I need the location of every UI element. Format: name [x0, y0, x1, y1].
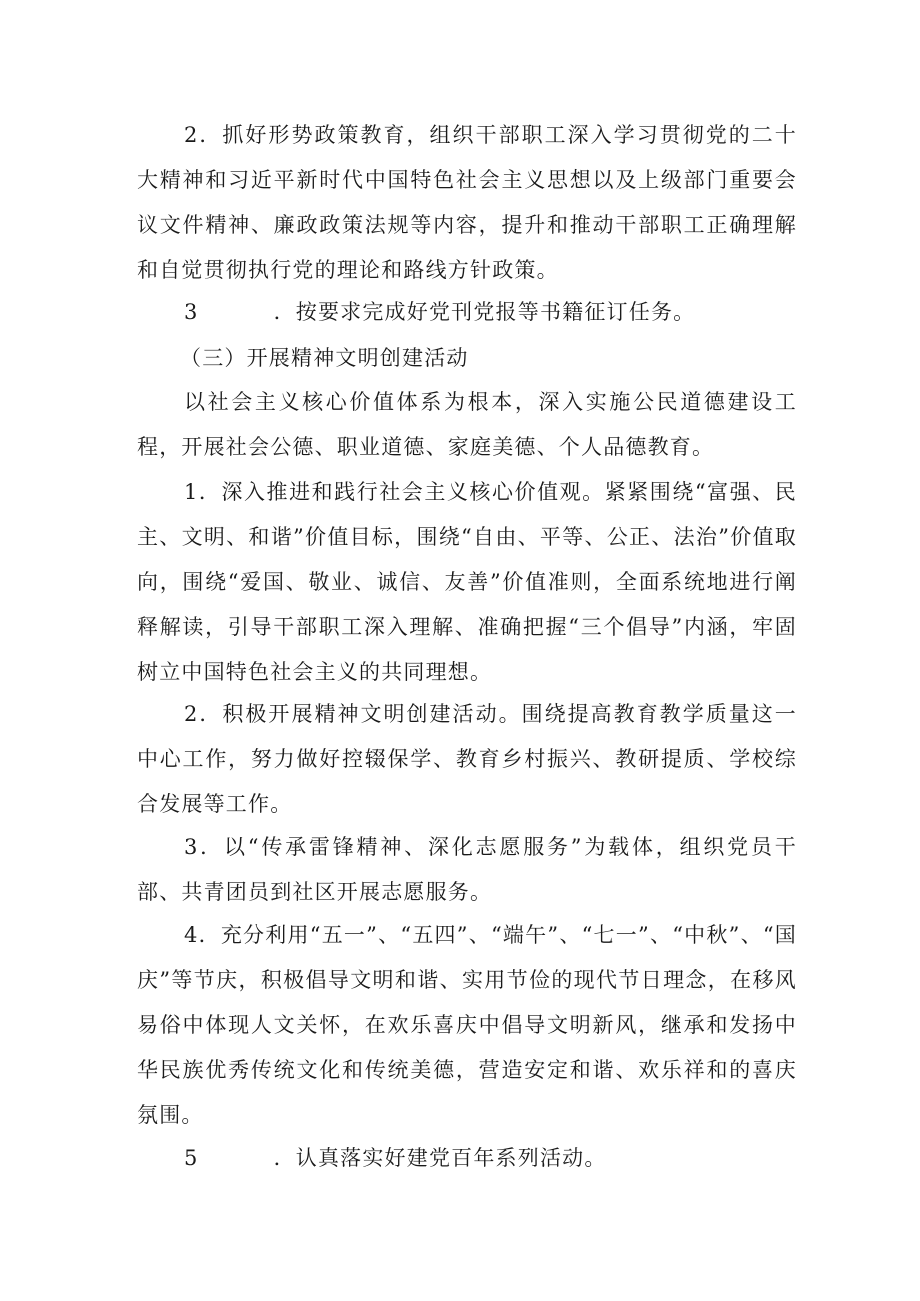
- paragraph-lei-feng-volunteer: 3．以“传承雷锋精神、深化志愿服务”为载体，组织党员干部、共青团员到社区开展志愿服务。: [137, 835, 797, 904]
- section-heading-spiritual-civilization: （三）开展精神文明创建活动: [180, 346, 469, 370]
- paragraph-festival-celebrations: 4．充分利用“五一”、“五四”、“端午”、“七一”、“中秋”、“国庆”等节庆，积极倡导文明和谐、实用节俭的现代节日理念，在移风易俗中体现人文关怀，在欢乐喜庆中倡导文明新风，继承和发扬中华民族优秀传统文化和传统美德，营造安定和谐、欢乐祥和的喜庆氛围。: [137, 923, 797, 1127]
- paragraph-civilization-creation: 2．积极开展精神文明创建活动。围绕提高教育教学质量这一中心工作，努力做好控辍保学、教育乡村振兴、教研提质、学校综合发展等工作。: [137, 702, 797, 816]
- paragraph-situation-policy-education: 2．抓好形势政策教育，组织干部职工深入学习贯彻党的二十大精神和习近平新时代中国特色社会主义思想以及上级部门重要会议文件精神、廉政政策法规等内容，提升和推动干部职工正确理解和自觉贯彻执行党的理论和路线方针政策。: [137, 123, 797, 282]
- item-number: 3: [184, 300, 199, 324]
- paragraph-core-socialist-values: 1．深入推进和践行社会主义核心价值观。紧紧围绕“富强、民主、文明、和谐”价值目标，围绕“自由、平等、公正、法治”价值取向，围绕“爱国、敬业、诚信、友善”价值准则，全面系统地进行阐释解读，引导干部职工深入理解、准确把握“三个倡导”内涵，牢固树立中国特色社会主义的共同理想。: [137, 480, 797, 684]
- item-body: ．按要求完成好党刊党报等书籍征订任务。: [273, 300, 696, 324]
- paragraph-party-centenary: [184, 1136, 797, 1181]
- paragraph-subscription-task: [184, 290, 797, 335]
- item-number: 5: [184, 1146, 199, 1170]
- paragraph-core-value-system: 以社会主义核心价值体系为根本，深入实施公民道德建设工程，开展社会公德、职业道德、家庭美德、个人品德教育。: [137, 390, 797, 459]
- item-body: ．认真落实好建党百年系列活动。: [273, 1146, 607, 1170]
